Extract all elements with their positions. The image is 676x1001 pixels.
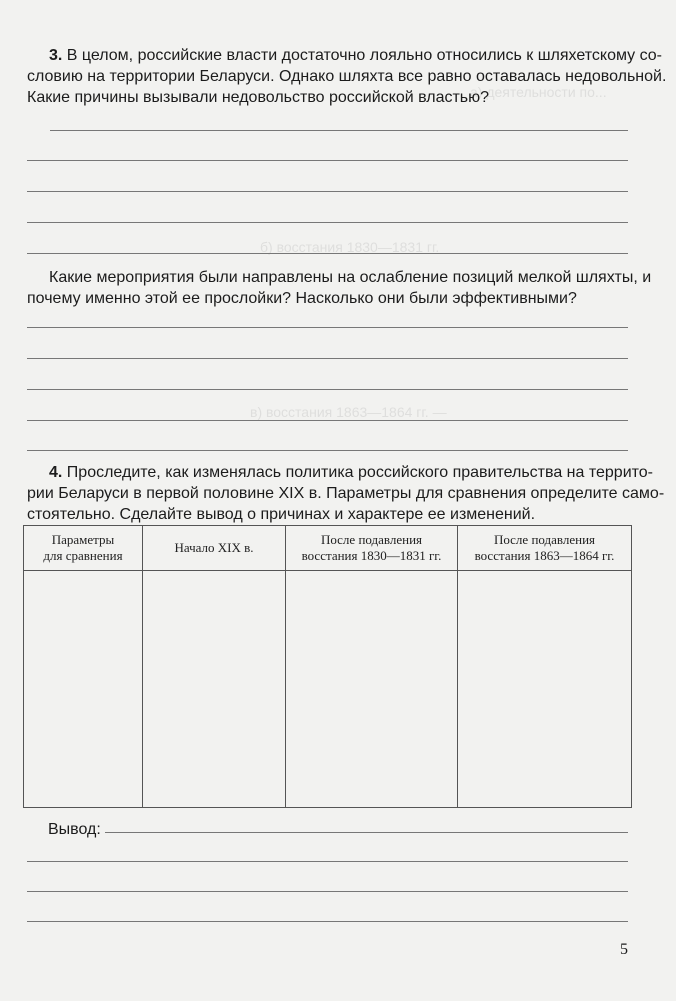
answer-line[interactable] bbox=[27, 253, 628, 254]
cell-early-19th-century[interactable] bbox=[143, 571, 286, 808]
header-parameters-line-1: Параметры bbox=[51, 532, 115, 547]
question-3b-line-1: Какие мероприятия были направлены на ослабление позиций мелкой шляхты, и bbox=[49, 269, 652, 286]
question-4-number: 4. bbox=[49, 464, 63, 481]
header-parameters-line-2: для сравнения bbox=[43, 548, 123, 563]
answer-line[interactable] bbox=[27, 327, 628, 328]
question-3b-line-2: почему именно этой ее прослойки? Насколько они были эффективными? bbox=[27, 290, 577, 307]
answer-line[interactable] bbox=[27, 389, 628, 390]
page-number: 5 bbox=[620, 941, 628, 958]
table-header-row bbox=[24, 526, 632, 571]
question-3-continued bbox=[27, 66, 666, 108]
question-4-line-3: стоятельно. Сделайте вывод о причинах и характере ее изменений. bbox=[27, 506, 536, 523]
header-after-1830-1831 bbox=[286, 526, 458, 571]
answer-line[interactable] bbox=[27, 358, 628, 359]
answer-line[interactable] bbox=[27, 160, 628, 161]
question-4-continued bbox=[27, 483, 664, 525]
answer-line[interactable] bbox=[27, 222, 628, 223]
answer-line[interactable] bbox=[27, 861, 628, 862]
cell-after-1830-1831[interactable] bbox=[286, 571, 458, 808]
question-4-line-2: рии Беларуси в первой половине XIX в. Параметры для сравнения определите само- bbox=[27, 485, 665, 502]
cell-after-1863-1864[interactable] bbox=[458, 571, 632, 808]
question-3-line-1: 3. В целом, российские власти достаточно лояльно относились к шляхетскому со- bbox=[49, 47, 662, 64]
question-4-line-1: 4. Проследите, как изменялась политика российского правительства на террито- bbox=[49, 464, 654, 481]
cell-parameters[interactable] bbox=[24, 571, 143, 808]
header-after-1863-line-1: После подавления bbox=[493, 532, 596, 547]
header-early-19th-century: Начало XIX в. bbox=[143, 526, 286, 571]
answer-line[interactable] bbox=[27, 191, 628, 192]
question-4 bbox=[49, 462, 653, 483]
answer-line[interactable] bbox=[27, 921, 628, 922]
question-3-line-2: словию на территории Беларуси. Однако шляхта все равно оставалась недовольной. bbox=[27, 68, 667, 85]
question-3-followup bbox=[49, 267, 651, 288]
question-3 bbox=[49, 45, 662, 66]
conclusion-label: Вывод: bbox=[48, 821, 101, 838]
answer-line[interactable] bbox=[105, 832, 628, 833]
question-3-line-3: Какие причины вызывали недовольство российской властью? bbox=[27, 89, 490, 106]
show-through-text-c: в) восстания 1863—1864 гг. — bbox=[250, 404, 447, 420]
answer-line[interactable] bbox=[27, 420, 628, 421]
question-3-followup-continued bbox=[27, 288, 577, 309]
answer-line[interactable] bbox=[50, 130, 628, 131]
header-parameters bbox=[24, 526, 143, 571]
table-row bbox=[24, 571, 632, 808]
show-through-text-b: б) восстания 1830—1831 гг. bbox=[260, 239, 440, 255]
comparison-table bbox=[23, 525, 632, 808]
question-3-number: 3. bbox=[49, 47, 63, 64]
answer-line[interactable] bbox=[27, 891, 628, 892]
header-after-1830-line-2: восстания 1830—1831 гг. bbox=[301, 548, 442, 563]
header-after-1830-line-1: После подавления bbox=[320, 532, 423, 547]
header-after-1863-1864 bbox=[458, 526, 632, 571]
show-through-text-a: а) деятельности по... bbox=[470, 84, 607, 100]
answer-line[interactable] bbox=[27, 450, 628, 451]
header-after-1863-line-2: восстания 1863—1864 гг. bbox=[474, 548, 615, 563]
